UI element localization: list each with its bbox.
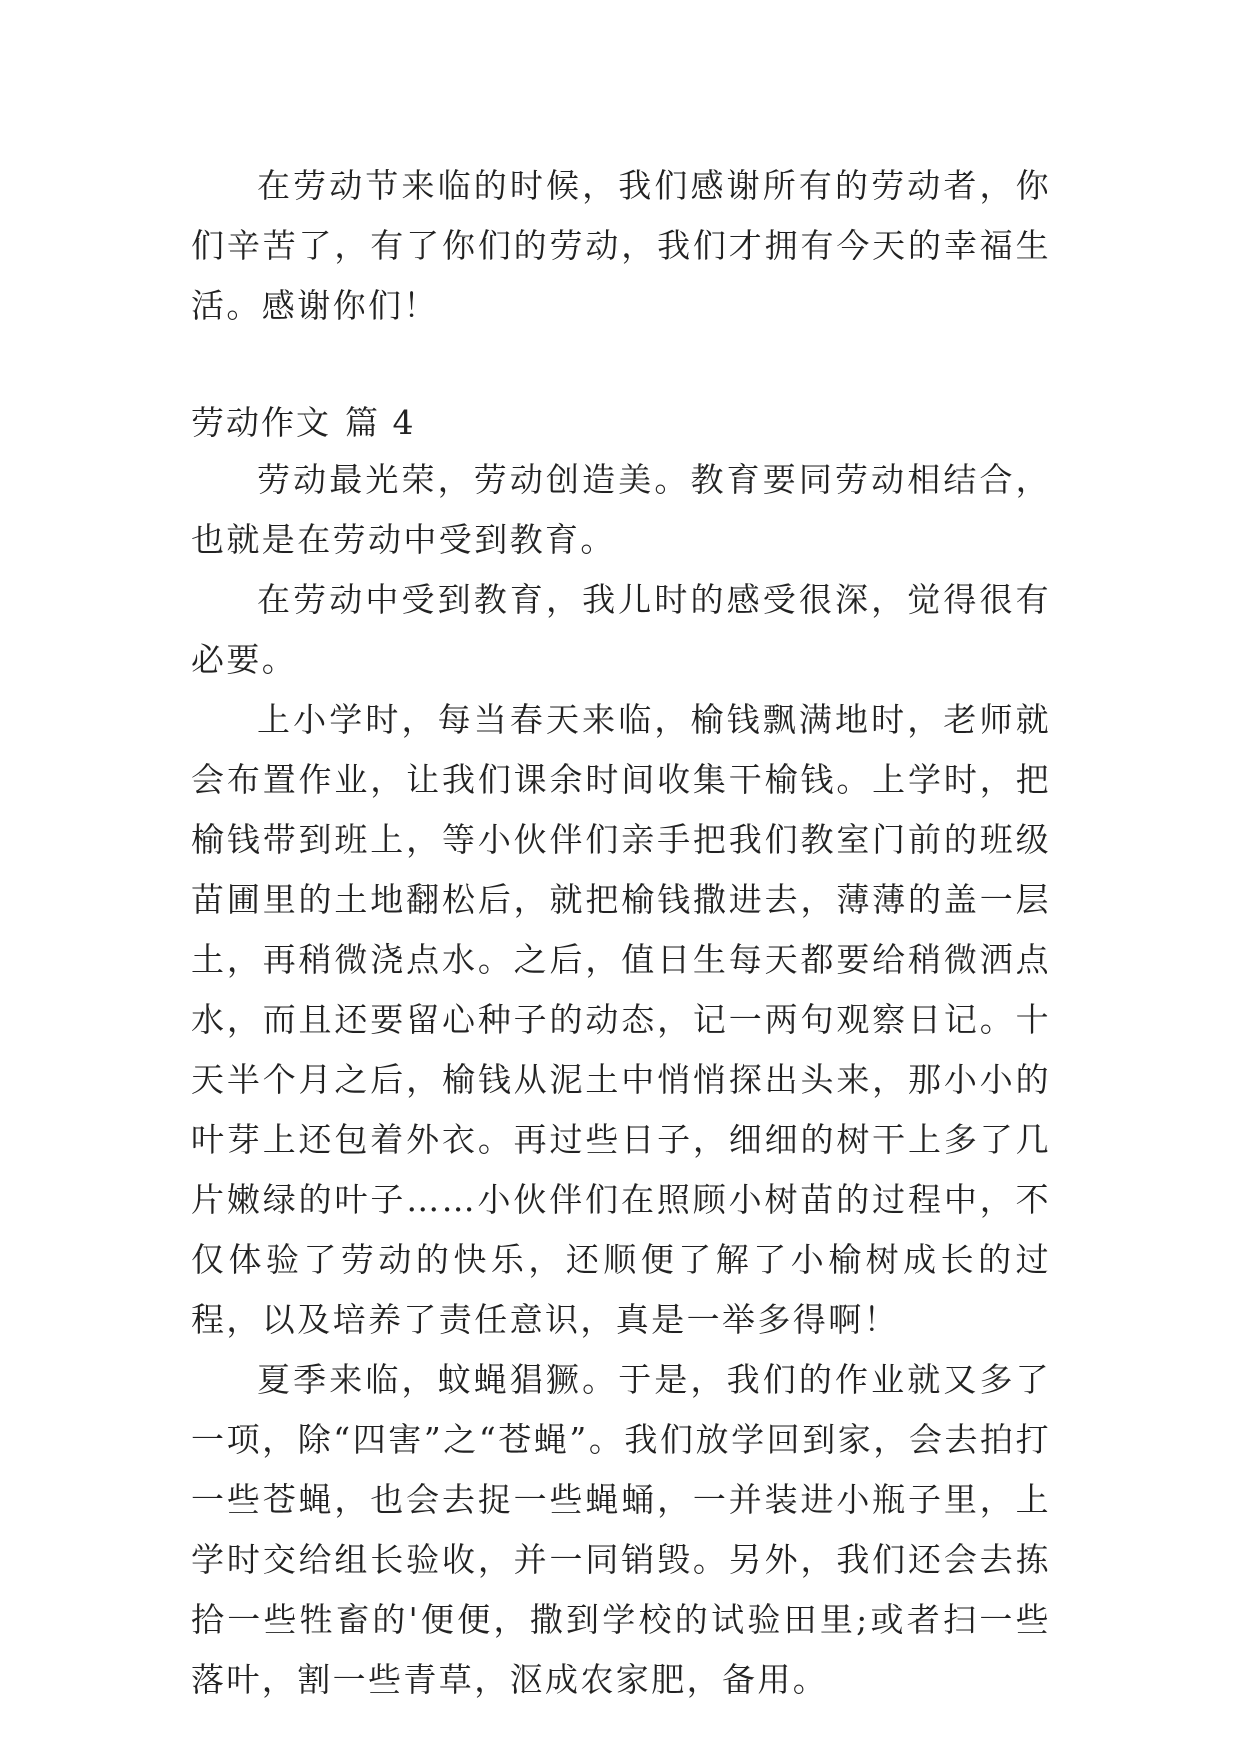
intro-block (191, 156, 1051, 336)
intro-paragraph: 在劳动节来临的时候，我们感谢所有的劳动者，你们辛苦了，有了你们的劳动，我们才拥有今天的幸福生活。感谢你们！ (191, 166, 1051, 325)
body-paragraph-1: 劳动最光荣，劳动创造美。教育要同劳动相结合，也就是在劳动中受到教育。 (191, 460, 1051, 559)
section-body (191, 450, 1051, 1710)
section-title: 劳动作文 (191, 403, 331, 442)
section-heading (191, 393, 416, 453)
body-paragraph-3: 上小学时，每当春天来临，榆钱飘满地时，老师就会布置作业，让我们课余时间收集干榆钱。上学时，把榆钱带到班上，等小伙伴们亲手把我们教室门前的班级苗圃里的土地翻松后，就把榆钱撒进去，薄薄的盖一层土，再稍微浇点水。之后，值日生每天都要给稍微洒点水，而且还要留心种子的动态，记一两句观察日记。十天半个月之后，榆钱从泥土中悄悄探出头来，那小小的叶芽上还包着外衣。再过些日子，细细的树干上多了几片嫩绿的叶子……小伙伴们在照顾小树苗的过程中，不仅体验了劳动的快乐，还顺便了解了小榆树成长的过程，以及培养了责任意识，真是一举多得啊！ (191, 700, 1051, 1339)
section-label: 篇 4 (345, 403, 416, 442)
body-paragraph-2: 在劳动中受到教育，我儿时的感受很深，觉得很有必要。 (191, 580, 1051, 679)
body-paragraph-4: 夏季来临，蚊蝇猖獗。于是，我们的作业就又多了一项，除“四害”之“苍蝇”。我们放学回到家，会去拍打一些苍蝇，也会去捉一些蝇蛹，一并装进小瓶子里，上学时交给组长验收，并一同销毁。另外，我们还会去拣拾一些牲畜的'便便，撒到学校的试验田里;或者扫一些落叶，割一些青草，沤成农家肥，备用。 (191, 1360, 1051, 1699)
